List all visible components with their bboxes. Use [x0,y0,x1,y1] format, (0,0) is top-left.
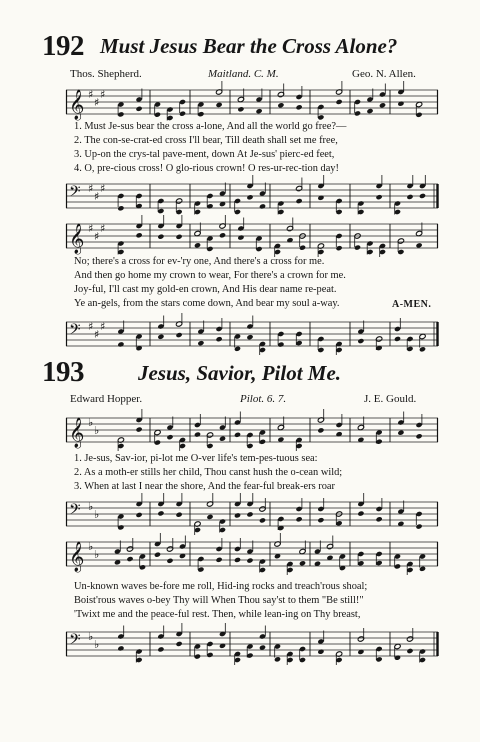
verse-block [74,120,346,176]
music-staff [66,180,438,214]
lyric-line: 1. Je-sus, Sav-ior, pi-lot me O-ver life's tem-pes-tuous sea: [74,453,318,464]
note-head [219,232,226,238]
lyric-line: 1. Must Je-sus bear the cross a-lone, And all the world go free?— [74,121,347,132]
note-head [216,102,223,108]
flat-icon: ♭ [88,500,94,513]
sharp-icon: ♯ [88,320,94,333]
note-head [219,436,226,442]
note-head [366,108,373,114]
sharp-icon: ♯ [88,222,94,235]
music-staff [66,414,438,448]
sharp-icon: ♯ [100,222,106,235]
lyric-line: Boist'rous waves o-bey Thy will When Thou say'st to them "Be still!" [74,595,364,606]
note-head [136,106,143,112]
note-head [246,334,253,340]
note-head [166,434,173,440]
music-author: J. E. Gould. [364,393,417,405]
note-head [357,510,364,516]
music-staff [66,86,438,120]
music-staff [66,220,438,254]
note-head [277,102,284,108]
note-head [397,430,404,436]
flat-icon: ♭ [88,540,94,553]
flat-icon: ♭ [94,638,100,651]
note-head [126,556,133,562]
sharp-icon: ♯ [100,182,106,195]
sharp-icon: ♯ [100,320,106,333]
note-head [234,557,241,563]
hymn-title: Must Jesus Bear the Cross Alone? [100,34,398,58]
note-head [117,341,124,347]
music-staff [66,538,438,572]
note-head [117,645,124,651]
note-head [176,234,183,240]
verse-block [74,580,367,622]
lyric-line: Un-known waves be-fore me roll, Hid-ing rocks and treach'rous shoal; [74,581,368,592]
note-head [136,232,143,238]
flat-icon: ♭ [88,630,94,643]
lyric-line: 2. As a moth-er stills her child, Thou canst hush the o-cean wild; [74,467,343,478]
note-head [237,106,244,112]
note-head [259,203,266,209]
note-head [406,648,413,654]
music-staff [66,318,438,352]
sharp-icon: ♯ [94,96,100,109]
note-head [246,511,253,517]
note-head [246,194,253,200]
note-head [416,433,423,439]
note-head [376,194,383,200]
amen-label: A-MEN. [392,299,432,310]
note-head [194,431,201,437]
lyric-line: 2. The con-se-crat-ed cross I'll bear, Till death shall set me free, [74,135,338,146]
bass-clef-icon: 𝄢 [69,631,81,652]
note-head [336,431,343,437]
music-staff [66,628,438,662]
note-head [317,517,324,523]
flat-icon: ♭ [94,424,100,437]
note-head [157,646,164,652]
lyric-line: 4. O, pre-cious cross! O glo-rious crown! O res-ur-rec-tion day! [74,163,339,174]
music-author: Geo. N. Allen. [352,68,416,80]
lyric-line: And then go home my crown to wear, For there's a crown for me. [74,270,346,281]
sharp-icon: ♯ [94,230,100,243]
note-head [136,512,143,518]
note-head [234,512,241,518]
lyric-line: No; there's a cross for ev-'ry one, And there's a cross for me. [74,256,325,267]
note-head [136,426,143,432]
flat-icon: ♭ [94,548,100,561]
hymn-title: Jesus, Savior, Pilot Me. [138,361,342,385]
note-head [406,194,413,200]
note-head [197,340,204,346]
tune-name: Maitland. C. M. [208,68,279,80]
treble-clef-icon: 𝄞 [69,418,85,448]
verse-block [74,452,342,494]
note-head [216,557,223,563]
note-head [299,560,306,566]
treble-clef-icon: 𝄞 [69,224,85,254]
note-head [154,552,161,558]
note-head [416,242,423,248]
words-author: Edward Hopper. [70,393,143,405]
note-head [296,516,303,522]
music-staff [66,498,438,532]
note-head [357,338,364,344]
lyric-line: Joy-ful, I'll cast my gold-en crown, And His dear name re-peat. [74,284,337,295]
note-head [419,193,426,199]
sharp-icon: ♯ [88,88,94,101]
note-head [194,242,201,248]
sharp-icon: ♯ [94,328,100,341]
note-head [176,512,183,518]
note-head [176,641,183,647]
note-head [166,558,173,564]
note-head [176,332,183,338]
note-head [256,108,263,114]
note-head [296,198,303,204]
note-head [246,557,253,563]
note-head [379,102,386,108]
tune-name: Pilot. 6. 7. [240,393,287,405]
treble-clef-icon: 𝄞 [69,90,85,120]
note-head [397,101,404,107]
hymn-number: 192 [42,30,84,62]
note-head [206,514,213,520]
note-head [216,336,223,342]
hymn-number: 193 [42,356,84,388]
note-head [317,427,324,433]
lyric-line: Ye an-gels, from the stars come down, And bear my soul a-way. [74,298,340,309]
note-head [234,432,241,438]
note-head [296,104,303,110]
note-head [259,517,266,523]
bass-clef-icon: 𝄢 [69,321,81,342]
sharp-icon: ♯ [94,190,100,203]
note-head [394,336,401,342]
lyric-line: 3. Up-on the crys-tal pave-ment, down At Je-sus' pierc-ed feet, [74,149,335,160]
note-head [157,510,164,516]
lyric-line: 3. When at last I near the shore, And the fear-ful break-ers roar [74,481,335,492]
sharp-icon: ♯ [88,182,94,195]
note-head [157,234,164,240]
note-head [336,99,343,105]
note-head [237,235,244,241]
sharp-icon: ♯ [100,88,106,101]
verse-block [74,255,346,311]
lyric-line: 'Twixt me and the peace-ful rest. Then, while lean-ing on Thy breast, [74,609,361,620]
flat-icon: ♭ [88,416,94,429]
flat-icon: ♭ [94,508,100,521]
bass-clef-icon: 𝄢 [69,501,81,522]
note-head [376,516,383,522]
note-head [317,649,324,655]
treble-clef-icon: 𝄞 [69,542,85,572]
bass-clef-icon: 𝄢 [69,183,81,204]
note-head [157,334,164,340]
words-author: Thos. Shepherd. [70,68,142,80]
